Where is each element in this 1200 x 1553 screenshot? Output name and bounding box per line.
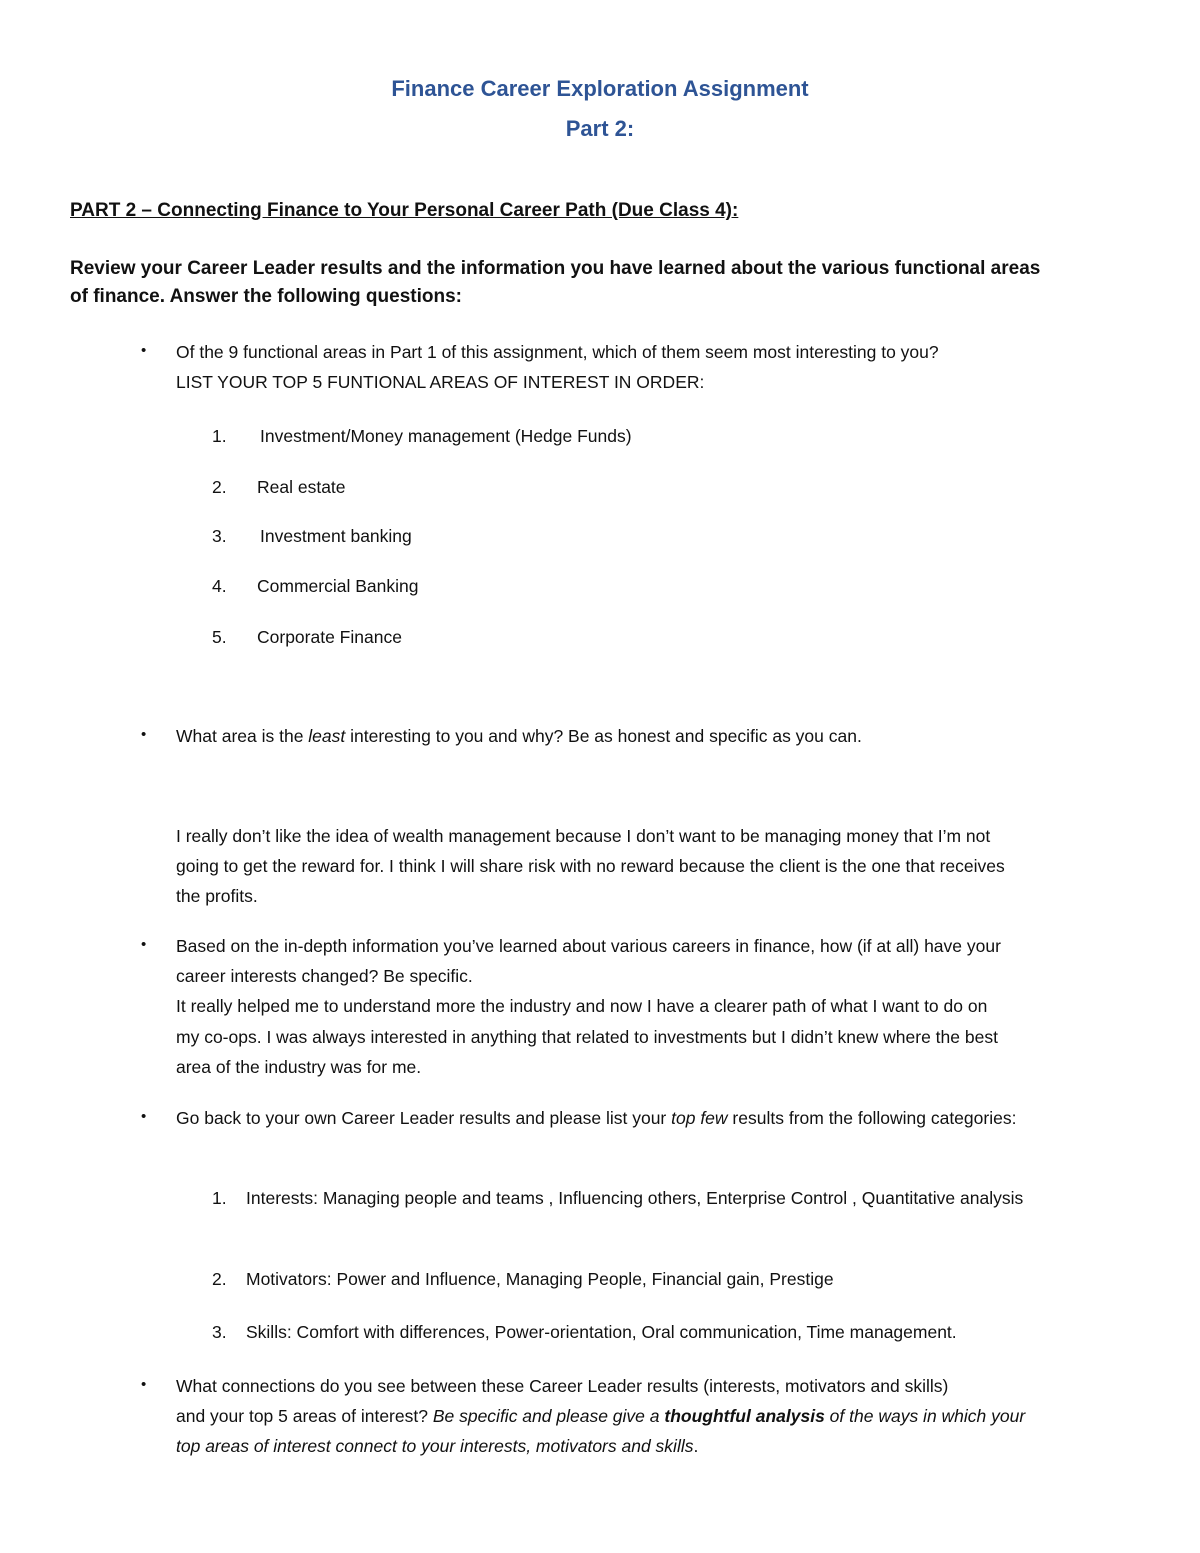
- q1-line-1: Of the 9 functional areas in Part 1 of this assignment, which of them seem most interesting to you?: [176, 342, 939, 362]
- q5-line-2-pre: and your top 5 areas of interest?: [176, 1406, 433, 1426]
- q2-answer-line-2: going to get the reward for. I think I will share risk with no reward because the client is the one that receives: [176, 856, 1005, 876]
- q5-line-3-emphasis: top areas of interest connect to your interests, motivators and skills: [176, 1436, 694, 1456]
- list-item: Commercial Banking: [257, 576, 419, 596]
- q3-line-1: Based on the in-depth information you’ve learned about various careers in finance, how (if at all) have your: [176, 936, 1001, 956]
- list-item: Corporate Finance: [257, 627, 402, 647]
- list-item: Investment/Money management (Hedge Funds): [260, 426, 632, 446]
- list-number: 1.: [212, 1188, 227, 1208]
- list-number: 1.: [212, 426, 227, 446]
- q5-line-2-emphasis-end: of the ways in which your: [824, 1406, 1026, 1426]
- q3-answer-line-1: It really helped me to understand more the industry and now I have a clearer path of what I want to do on: [176, 996, 988, 1016]
- q5-line-2: [176, 1401, 1025, 1431]
- q3-answer-line-3: area of the industry was for me.: [176, 1057, 422, 1077]
- q5-line-2-strong: thoughtful analysis: [664, 1406, 825, 1426]
- bullet-marker: •: [141, 726, 147, 743]
- q4-text-pre: Go back to your own Career Leader results and please list your: [176, 1108, 672, 1128]
- intro-line-1: Review your Career Leader results and the information you have learned about the various functional areas: [70, 258, 1041, 279]
- document-subtitle: Part 2:: [565, 116, 635, 141]
- list-item: Real estate: [257, 477, 346, 497]
- list-item: Motivators: Power and Influence, Managing People, Financial gain, Prestige: [246, 1269, 834, 1289]
- q4-text-post: results from the following categories:: [727, 1108, 1017, 1128]
- document-title: Finance Career Exploration Assignment: [391, 76, 809, 101]
- list-number: 3.: [212, 526, 227, 546]
- q2-answer-line-3: the profits.: [176, 886, 258, 906]
- q3-line-2: career interests changed? Be specific.: [176, 966, 473, 986]
- list-number: 3.: [212, 1322, 227, 1342]
- list-item: Interests: Managing people and teams , Influencing others, Enterprise Control , Quantitative analysis: [246, 1188, 1024, 1208]
- q2-text-post: interesting to you and why? Be as honest and specific as you can.: [345, 726, 862, 746]
- q3-answer-line-2: my co-ops. I was always interested in anything that related to investments but I didn’t knew where the best: [176, 1027, 998, 1047]
- list-item: Skills: Comfort with differences, Power-orientation, Oral communication, Time management.: [246, 1322, 957, 1342]
- part-heading: PART 2 – Connecting Finance to Your Personal Career Path (Due Class 4):: [70, 200, 739, 221]
- bullet-marker: •: [141, 342, 147, 359]
- bullet-marker: •: [141, 936, 147, 953]
- q2-question: [176, 721, 862, 751]
- list-item: Investment banking: [260, 526, 412, 546]
- q4-emphasis: top few: [671, 1108, 728, 1128]
- list-number: 5.: [212, 627, 227, 647]
- q4-question: [176, 1103, 1016, 1133]
- bullet-marker: •: [141, 1108, 147, 1125]
- intro-line-2: of finance. Answer the following questions:: [70, 286, 462, 307]
- q2-answer-line-1: I really don’t like the idea of wealth management because I don’t want to be managing money that I’m not: [176, 826, 991, 846]
- q2-text-pre: What area is the: [176, 726, 309, 746]
- bullet-marker: •: [141, 1376, 147, 1393]
- q5-line-3-period: .: [693, 1436, 699, 1456]
- q5-line-3: [176, 1431, 698, 1461]
- list-number: 2.: [212, 477, 227, 497]
- q5-line-2-emphasis: Be specific and please give a: [432, 1406, 665, 1426]
- list-number: 4.: [212, 576, 227, 596]
- q5-line-1: What connections do you see between these Career Leader results (interests, motivators and skills): [176, 1376, 949, 1396]
- list-number: 2.: [212, 1269, 227, 1289]
- q1-line-2: LIST YOUR TOP 5 FUNTIONAL AREAS OF INTEREST IN ORDER:: [176, 372, 705, 392]
- q2-emphasis: least: [308, 726, 346, 746]
